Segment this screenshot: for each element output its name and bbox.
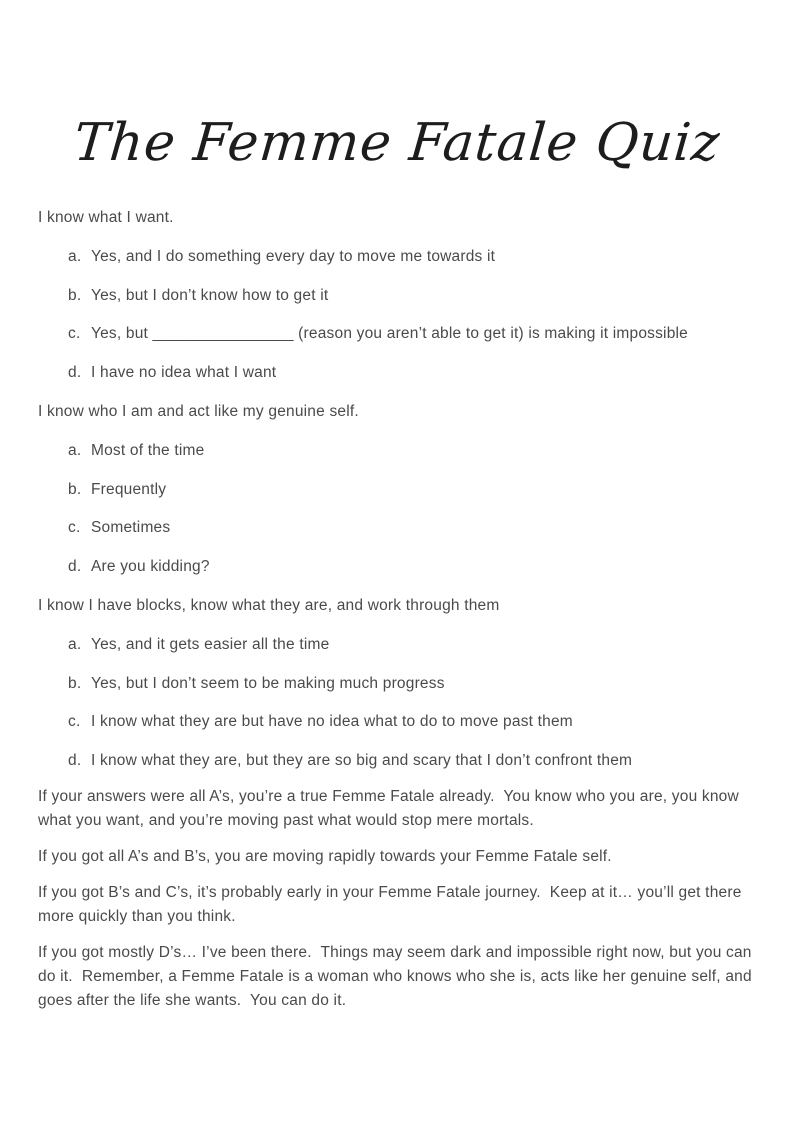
question-3-option-d xyxy=(38,742,764,781)
option-letter: c. xyxy=(68,519,81,537)
option-text: I know what they are, but they are so big and scary that I don’t confront them xyxy=(91,752,633,770)
option-letter: d. xyxy=(68,752,82,770)
option-text: Sometimes xyxy=(91,519,171,537)
option-letter: c. xyxy=(68,713,81,731)
question-2-option-d xyxy=(38,548,764,587)
question-3-option-a xyxy=(38,626,764,665)
question-3-option-b xyxy=(38,665,764,704)
question-3-prompt: I know I have blocks, know what they are, and work through them xyxy=(38,596,500,614)
option-letter: d. xyxy=(68,364,82,382)
quiz-body xyxy=(38,199,764,781)
question-1-option-a xyxy=(38,238,764,277)
option-text: Yes, but I don’t know how to get it xyxy=(91,286,329,304)
option-letter: a. xyxy=(68,441,82,459)
option-text: Are you kidding? xyxy=(91,558,210,576)
option-text-with-blank: Yes, but ________________ (reason you aren’t able to get it) is making it impossible xyxy=(91,325,688,343)
question-2-option-c xyxy=(38,509,764,548)
question-2-prompt: I know who I am and act like my genuine self. xyxy=(38,402,359,420)
option-letter: b. xyxy=(68,286,82,304)
option-text: Yes, and it gets easier all the time xyxy=(91,635,330,653)
question-3-option-c xyxy=(38,703,764,742)
option-letter: b. xyxy=(68,480,82,498)
option-letter: a. xyxy=(68,247,82,265)
option-text: Yes, but I don’t seem to be making much progress xyxy=(91,674,445,692)
option-text: I know what they are but have no idea what to do to move past them xyxy=(91,713,573,731)
option-text: Frequently xyxy=(91,480,167,498)
result-paragraph-all-a: If your answers were all A’s, you’re a true Femme Fatale already. You know who you are, you know what you want, and you’re moving past what would stop mere mortals. xyxy=(38,787,744,829)
option-text: Most of the time xyxy=(91,441,205,459)
option-letter: b. xyxy=(68,674,82,692)
results-section xyxy=(38,785,764,1013)
question-2-option-a xyxy=(38,432,764,471)
question-2-option-b xyxy=(38,471,764,510)
option-letter: d. xyxy=(68,558,82,576)
option-letter: a. xyxy=(68,635,82,653)
option-text: Yes, and I do something every day to move me towards it xyxy=(91,247,496,265)
question-1-option-b xyxy=(38,277,764,316)
option-letter: c. xyxy=(68,325,81,343)
option-text: I have no idea what I want xyxy=(91,364,277,382)
question-1-option-c xyxy=(38,315,764,354)
result-paragraph-mostly-d: If you got mostly D’s… I’ve been there. Things may seem dark and impossible right now, but you can do it. Remember, a Femme Fatale is a woman who knows who she is, acts like her genuine self, and goes after the life she wants. You can do it. xyxy=(38,944,757,1010)
result-paragraph-b-and-c: If you got B’s and C’s, it’s probably early in your Femme Fatale journey. Keep at it… you’ll get there more quickly than you think. xyxy=(38,884,747,926)
result-paragraph-a-and-b: If you got all A’s and B’s, you are moving rapidly towards your Femme Fatale self. xyxy=(38,848,612,866)
question-1-option-d xyxy=(38,354,764,393)
page-title: The Femme Fatale Quiz xyxy=(71,113,723,173)
question-1-prompt: I know what I want. xyxy=(38,209,174,226)
